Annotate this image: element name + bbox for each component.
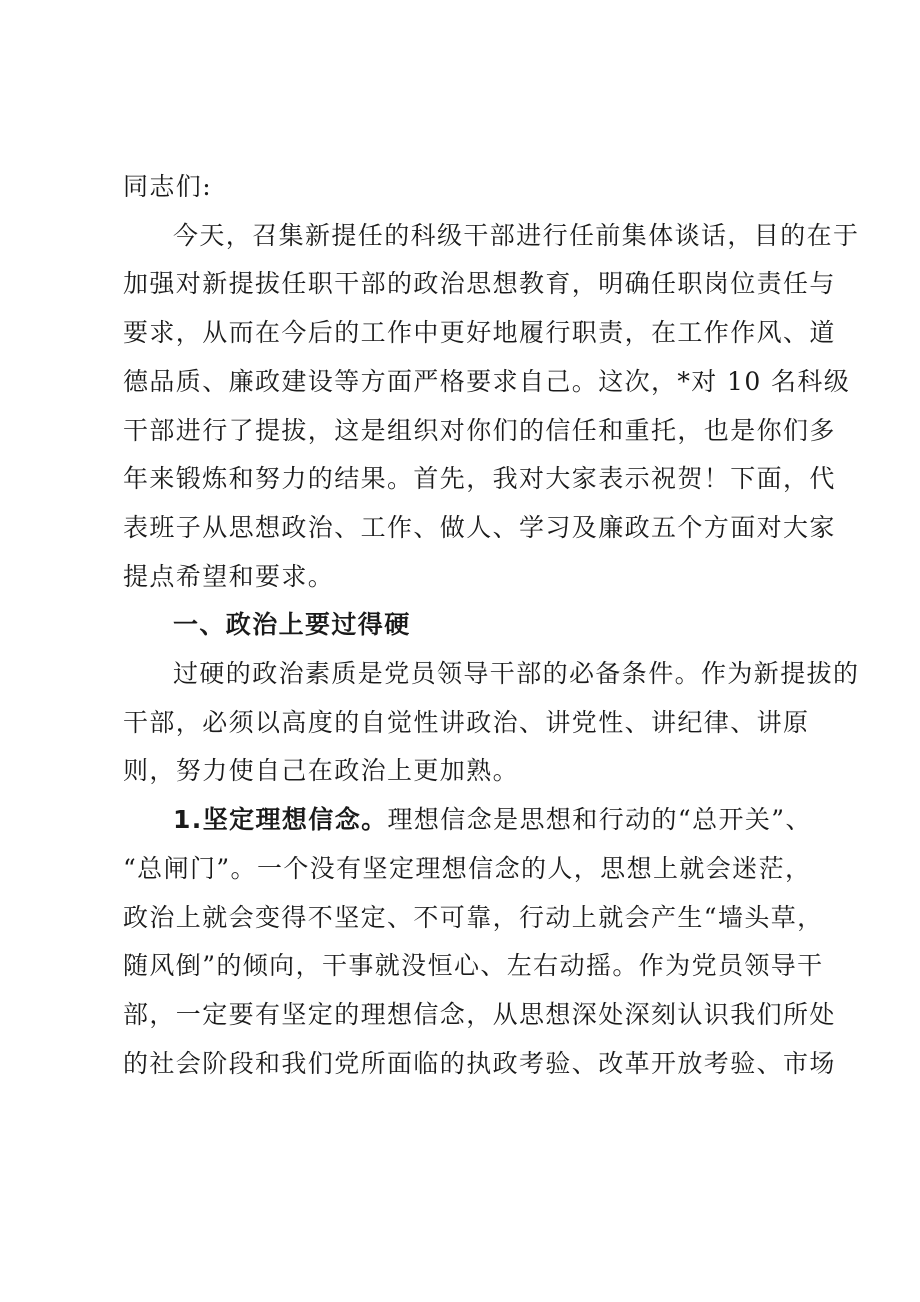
intro-paragraph <box>123 212 860 602</box>
item1-line: 的社会阶段和我们党所面临的执政考验、改革开放考验、市场 <box>123 1048 836 1078</box>
intro-line: 提点希望和要求。 <box>123 561 335 591</box>
intro-line: 加强对新提拔任职干部的政治思想教育，明确任职岗位责任与 <box>123 269 836 299</box>
intro-line: 年来锻炼和努力的结果。首先，我对大家表示祝贺！下面，代 <box>123 464 836 494</box>
section1-line: 则，努力使自己在政治上更加熟。 <box>123 756 520 786</box>
item1-paragraph <box>123 796 836 1088</box>
item1-line: 随风倒”的倾向，干事就没恒心、左右动摇。作为党员领导干 <box>123 951 824 981</box>
item1-line: 部，一定要有坚定的理想信念，从思想深处深刻认识我们所处 <box>123 999 836 1029</box>
intro-line: 干部进行了提拔，这是组织对你们的信任和重托，也是你们多 <box>123 415 836 445</box>
salutation: 同志们: <box>123 172 213 201</box>
document-body <box>123 163 860 1088</box>
section1-paragraph <box>123 650 860 796</box>
intro-line: 德品质、廉政建设等方面严格要求自己。这次，*对 10 名科级 <box>123 366 851 396</box>
item1-lead: 1.坚定理想信念。 <box>173 805 388 835</box>
section-heading: 一、政治上要过得硬 <box>173 610 411 640</box>
section1-line: 过硬的政治素质是党员领导干部的必备条件。作为新提拔的 <box>173 659 860 689</box>
item1-line: “总闸门”。一个没有坚定理想信念的人，思想上就会迷茫， <box>123 853 812 883</box>
item1-line: 政治上就会变得不坚定、不可靠，行动上就会产生“墙头草， <box>123 902 824 932</box>
item1-first-line-rest: 理想信念是思想和行动的“总开关”、 <box>387 805 812 835</box>
intro-line: 今天，召集新提任的科级干部进行任前集体谈话，目的在于 <box>173 220 860 250</box>
intro-line: 表班子从思想政治、工作、做人、学习及廉政五个方面对大家 <box>123 512 836 542</box>
item1-first-line <box>123 796 812 845</box>
section1-line: 干部，必须以高度的自觉性讲政治、讲党性、讲纪律、讲原 <box>123 707 810 737</box>
intro-line: 要求，从而在今后的工作中更好地履行职责，在工作作风、道 <box>123 318 836 348</box>
